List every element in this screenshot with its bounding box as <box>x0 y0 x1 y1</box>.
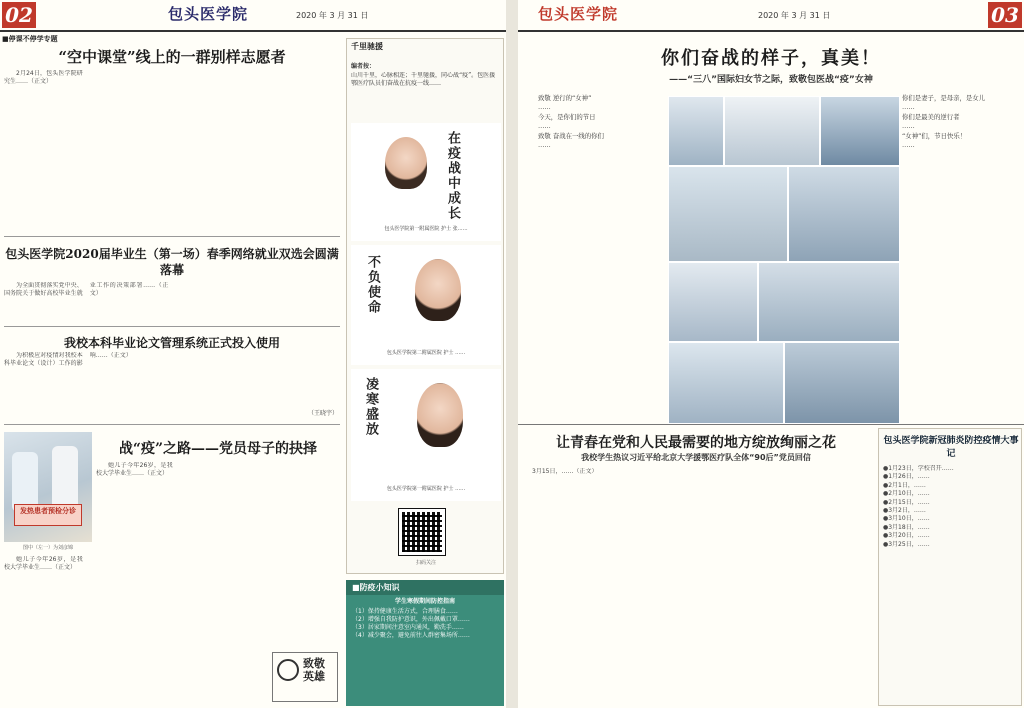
article-2-body <box>4 282 340 322</box>
knowledge-box <box>346 580 504 706</box>
portrait-2 <box>415 259 461 321</box>
poem-line: 今天，是你们的节日 <box>538 112 596 121</box>
collage-photo <box>724 96 820 166</box>
chronicle-box <box>878 428 1022 706</box>
sidebar-title: 千里驰援 <box>351 42 383 51</box>
article-4-text: 她儿子今年26岁，是我校大学毕业生……（正文） <box>96 462 173 478</box>
poem-line: 你们是最美的逆行者 <box>902 112 960 121</box>
knowledge-item: （2）增强自我防护意识，外出佩戴口罩…… <box>352 616 470 623</box>
divider <box>4 424 340 425</box>
lower-article-title: 让青春在党和人民最需要的地方绽放绚丽之花 <box>556 435 836 451</box>
divider <box>4 326 340 327</box>
poster-3-calligraphy: 凌寒盛放 <box>363 377 378 437</box>
poem-line: …… <box>538 122 551 131</box>
feature-subtitle: ——“三八”国际妇女节之际，致敬包医战“疫”女神 <box>669 75 873 85</box>
chronicle-entry: ●1月23日，学校召开…… <box>883 465 954 472</box>
portrait-3 <box>417 383 463 447</box>
chronicle-entry: ●3月18日，…… <box>883 523 930 531</box>
poem-line: 致敬 逆行的“女神” <box>538 94 592 102</box>
sidebar-qianli <box>346 38 504 574</box>
poem-left <box>538 94 668 424</box>
newspaper-page-left <box>0 0 506 708</box>
article-3-text: 为积极应对疫情对我校本科毕业论文（设计）工作的影响……（正文） <box>4 352 132 368</box>
qr-code[interactable] <box>399 509 445 555</box>
chronicle-entry: ●2月1日，…… <box>883 481 926 489</box>
collage-photo <box>668 166 788 262</box>
photo-collage <box>668 96 900 424</box>
sidebar-verse: 山川千里，心脉相连；千里驰援，同心战“疫”。包医援鄂医疗队员们奋战在抗疫一线…… <box>351 72 496 87</box>
feature-title: 你们奋战的样子，真美！ <box>661 48 881 69</box>
seal-circle-icon <box>277 659 299 681</box>
masthead-logo: 包头医学院 <box>168 5 249 23</box>
seal-text: 致敬英雄 <box>303 657 325 683</box>
divider <box>4 236 340 237</box>
nurse-figure <box>52 446 78 512</box>
chronicle-title: 包头医学院新冠肺炎防控疫情大事记 <box>883 436 1019 459</box>
article-3-title: 我校本科毕业论文管理系统正式投入使用 <box>63 336 280 350</box>
collage-photo <box>758 262 900 342</box>
poem-line: …… <box>902 103 915 112</box>
nurse-figure <box>12 452 38 512</box>
knowledge-body <box>346 595 504 643</box>
masthead-rule <box>518 30 1024 32</box>
collage-photo <box>668 96 724 166</box>
poem-line: 致敬 奋战在一线的你们 <box>538 131 604 140</box>
article-4-photo-caption: 图中（左一）为刘彦锦 <box>22 545 73 551</box>
qr-label: 扫码关注 <box>415 560 436 566</box>
collage-photo <box>788 166 900 262</box>
lead-article-text: 2月24日，包头医学院研究生……（正文） <box>4 70 83 86</box>
masthead-logo: 包头医学院 <box>538 5 619 23</box>
chronicle-entry: ●2月15日，…… <box>883 498 930 506</box>
chronicle-entry: ●3月20日，…… <box>883 532 930 540</box>
poster-1-name: 包头医学院第一附属医院 护士 张…… <box>384 226 468 232</box>
poster-3-name: 包头医学院第一附属医院 护士 …… <box>386 486 466 492</box>
poem-line: …… <box>902 122 915 131</box>
poster-2-calligraphy: 不负使命 <box>365 255 380 315</box>
triage-sign: 发热患者预检分诊 <box>14 504 82 526</box>
chronicle-entry: ●3月10日，…… <box>883 515 930 523</box>
poem-line: …… <box>902 141 915 150</box>
poster-3 <box>351 369 501 501</box>
poem-line: “女神”们，节日快乐！ <box>902 131 967 140</box>
poem-line: 你们是妻子，是母亲，是女儿 <box>902 94 986 102</box>
chronicle-entries <box>883 465 1019 701</box>
section-rule <box>518 424 1024 425</box>
collage-photo <box>668 342 784 424</box>
poster-1 <box>351 123 501 241</box>
poster-1-calligraphy: 在疫战中成长 <box>445 131 460 221</box>
sidebar-intro <box>351 53 501 132</box>
lead-article-title: “空中课堂”线上的一群别样志愿者 <box>58 48 286 66</box>
masthead-rule <box>0 30 506 32</box>
column-label: ■停课不停学专题 <box>2 35 58 43</box>
seal-artwork <box>272 652 338 702</box>
newspaper-page-right <box>518 0 1024 708</box>
poem-right <box>902 94 1020 424</box>
article-3-byline: （王晓宇） <box>308 410 339 417</box>
collage-photo <box>820 96 900 166</box>
portrait-1 <box>385 137 427 189</box>
page-number: 03 <box>988 2 1022 28</box>
collage-photo <box>784 342 900 424</box>
knowledge-item: （4）减少聚会，避免前往人群密集场所…… <box>352 632 470 639</box>
article-4-text: 她儿子今年26岁，是我校大学毕业生……（正文） <box>4 556 83 572</box>
chronicle-entry: ●3月25日，…… <box>883 540 930 548</box>
chronicle-entry: ●2月10日，…… <box>883 490 930 498</box>
poem-line: …… <box>538 103 551 112</box>
article-2-text: 为全面贯彻落实党中央、国务院关于做好高校毕业生就业工作的决策部署……（正文） <box>4 282 169 298</box>
knowledge-item: （1）保持健康生活方式，合理膳食…… <box>352 608 458 615</box>
poster-2 <box>351 245 501 365</box>
article-2-title: 包头医学院2020届毕业生（第一场）春季网络就业双选会圆满落幕 <box>5 247 339 277</box>
chronicle-entry: ●3月2日，…… <box>883 507 926 515</box>
article-3-body <box>4 352 340 410</box>
masthead-date: 2020 年 3 月 31 日 <box>296 11 369 20</box>
chronicle-entry: ●1月26日，…… <box>883 473 930 481</box>
knowledge-item: （3）居家期间注意室内通风，勤洗手…… <box>352 624 464 631</box>
page-number: 02 <box>2 2 36 28</box>
editor-note-label: 编者按： <box>351 63 376 70</box>
collage-photo <box>668 262 758 342</box>
poem-line: …… <box>538 141 551 150</box>
poster-2-name: 包头医学院第二附属医院 护士 …… <box>386 350 466 356</box>
article-4-photo <box>4 432 92 542</box>
lower-article-text: 3月15日，……（正文） <box>532 468 598 475</box>
lower-article-subtitle: 我校学生热议习近平给北京大学援鄂医疗队全体“90后”党员回信 <box>581 453 811 462</box>
masthead-date: 2020 年 3 月 31 日 <box>758 11 831 20</box>
knowledge-title: ■防疫小知识 <box>346 580 504 595</box>
page-gutter <box>506 0 518 708</box>
lower-article-body <box>520 468 872 706</box>
knowledge-subtitle: 学生寒假期间防控指南 <box>394 598 455 605</box>
article-4-title: 战“疫”之路——党员母子的抉择 <box>118 441 318 457</box>
lead-article-body <box>4 70 340 230</box>
